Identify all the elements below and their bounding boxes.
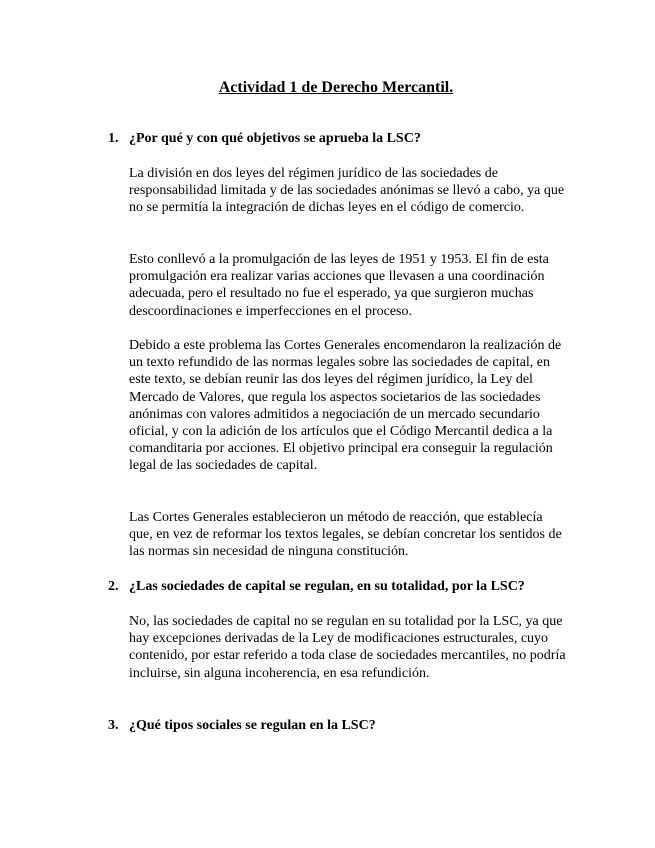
question-1-paragraph-4: Las Cortes Generales establecieron un método de reacción, que establecía que, en vez de reformar los textos legales, se debían concretar los sentidos de las normas sin necesidad de ninguna constitución. [129,510,562,560]
question-1-paragraph-2: Esto conllevó a la promulgación de las leyes de 1951 y 1953. El fin de esta promulgación era realizar varias acciones que llevasen a una coordinación adecuada, pero el resultado no fue el esperado, ya que surgieron muchas descoordinaciones e imperfecciones en el proceso. [129,252,549,319]
question-1-paragraph-1: La división en dos leyes del régimen jurídico de las sociedades de responsabilidad limitada y de las sociedades anónimas se llevó a cabo, ya que no se permitía la integración de dichas leyes en el código de comercio. [129,166,565,216]
question-1-paragraph-3: Debido a este problema las Cortes Generales encomendaron la realización de un texto refundido de las normas legales sobre las sociedades de capital, en este texto, se debían reunir las dos leyes del régimen jurídico, la Ley del Mercado de Valores, que regula los aspectos societarios de las sociedades anónimas con valores admitidos a negociación de un mercado secundario oficial, y con la adición de los artículos que el Código Mercantil dedica a la comanditaria por acciones. El objetivo principal era conseguir la regulación legal de las sociedades de capital. [129,338,562,474]
question-number: 3. [108,718,119,733]
question-3-heading [108,717,578,735]
question-text: ¿Por qué y con qué objetivos se aprueba la LSC? [129,131,421,146]
question-2-heading [108,578,578,596]
question-text: ¿Qué tipos sociales se regulan en la LSC? [129,718,376,733]
question-2-paragraph-1: No, las sociedades de capital no se regulan en su totalidad por la LSC, ya que hay excepciones derivadas de la Ley de modificaciones estructurales, cuyo contenido, por estar referido a toda clase de sociedades mercantiles, no podría incluirse, sin alguna incoherencia, en esa refundición. [129,614,566,681]
question-number: 2. [108,579,119,594]
question-1-heading [108,130,578,148]
question-number: 1. [108,131,119,146]
document-title: Actividad 1 de Derecho Mercantil. [218,79,454,96]
question-text: ¿Las sociedades de capital se regulan, en su totalidad, por la LSC? [129,579,525,594]
